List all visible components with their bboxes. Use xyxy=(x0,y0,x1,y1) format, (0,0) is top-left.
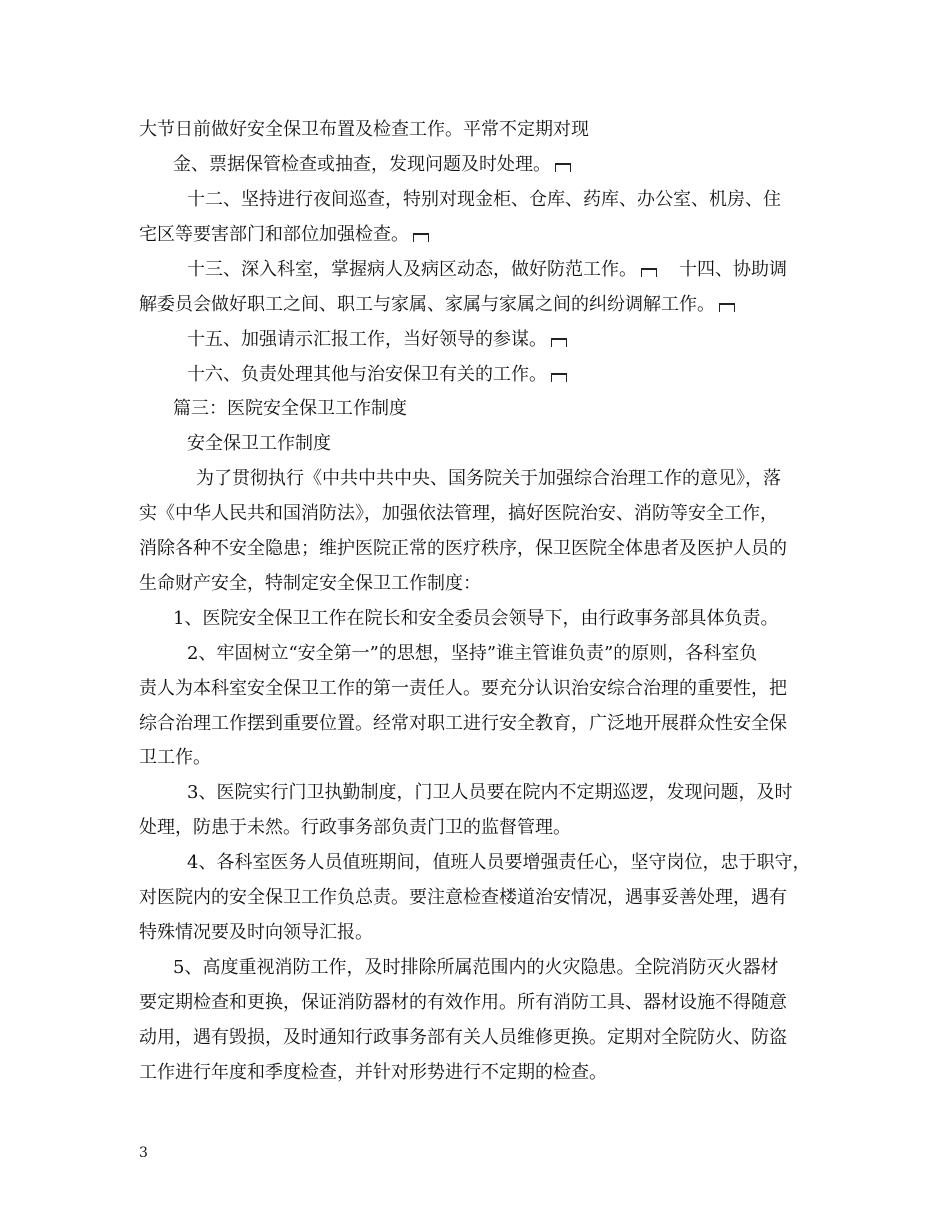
text-line: 3、医院实行门卫执勤制度，门卫人员要在院内不定期巡逻，发现问题，及时 xyxy=(187,782,793,803)
text-line: 十五、加强请示汇报工作，当好领导的参谋。 xyxy=(187,328,567,352)
text-line: 解委员会做好职工之间、职工与家属、家属与家属之间的纠纷调解工作。 xyxy=(139,293,735,317)
section-heading: 篇三：医院安全保卫工作制度 xyxy=(173,398,407,419)
section-subheading: 安全保卫工作制度 xyxy=(187,433,331,454)
text-line: 十六、负责处理其他与治安保卫有关的工作。 xyxy=(187,363,567,387)
text-line: 宅区等要害部门和部位加强检查。 xyxy=(139,223,429,247)
text-line: 要定期检查和更换，保证消防器材的有效作用。所有消防工具、器材设施不得随意 xyxy=(139,992,787,1013)
text-line: 卫工作。 xyxy=(139,747,211,768)
text-line: 为了贯彻执行《中共中共中央、国务院关于加强综合治理工作的意见》，落 xyxy=(196,468,781,489)
return-mark-icon xyxy=(641,268,657,277)
text-line: 十二、坚持进行夜间巡查，特别对现金柜、仓库、药库、办公室、机房、住 xyxy=(187,189,781,210)
text-line: 对医院内的安全保卫工作负总责。要注意检查楼道治安情况，遇事妥善处理，遇有 xyxy=(139,887,787,908)
text-line: 综合治理工作摆到重要位置。经常对职工进行安全教育，广泛地开展群众性安全保 xyxy=(139,713,787,734)
return-mark-icon xyxy=(555,163,571,172)
text-line: 消除各种不安全隐患；维护医院正常的医疗秩序，保卫医院全体患者及医护人员的 xyxy=(139,538,787,559)
text-line: 4、各科室医务人员值班期间，值班人员要增强责任心，坚守岗位，忠于职守， xyxy=(187,852,811,873)
text-line: 十三、深入科室，掌握病人及病区动态，做好防范工作。 十四、协助调 xyxy=(187,259,787,280)
text-line: 责人为本科室安全保卫工作的第一责任人。要充分认识治安综合治理的重要性，把 xyxy=(139,678,787,699)
text-line: 1、医院安全保卫工作在院长和安全委员会领导下，由行政事务部具体负责。 xyxy=(173,608,779,629)
return-mark-icon xyxy=(551,373,567,382)
return-mark-icon xyxy=(719,303,735,312)
return-mark-icon xyxy=(413,233,429,242)
page-number: 3 xyxy=(139,1145,148,1161)
text-line: 特殊情况要及时向领导汇报。 xyxy=(139,922,373,943)
text-line: 工作进行年度和季度检查，并针对形势进行不定期的检查。 xyxy=(139,1062,607,1083)
text-line: 金、票据保管检查或抽查，发现问题及时处理。 xyxy=(173,153,571,177)
text-line: 生命财产安全，特制定安全保卫工作制度： xyxy=(139,573,481,594)
text-line: 5、高度重视消防工作，及时排除所属范围内的火灾隐患。全院消防灭火器材 xyxy=(173,957,779,978)
return-mark-icon xyxy=(551,338,567,347)
text-line: 实《中华人民共和国消防法》，加强依法管理，搞好医院治安、消防等安全工作， xyxy=(139,503,778,524)
text-line: 大节日前做好安全保卫布置及检查工作。平常不定期对现 xyxy=(139,119,589,140)
text-line: 动用，遇有毁损，及时通知行政事务部有关人员维修更换。定期对全院防火、防盗 xyxy=(139,1027,787,1048)
text-line: 2、牢固树立“安全第一”的思想，坚持”谁主管谁负责”的原则，各科室负 xyxy=(187,643,758,664)
text-line: 处理，防患于未然。行政事务部负责门卫的监督管理。 xyxy=(139,817,571,838)
